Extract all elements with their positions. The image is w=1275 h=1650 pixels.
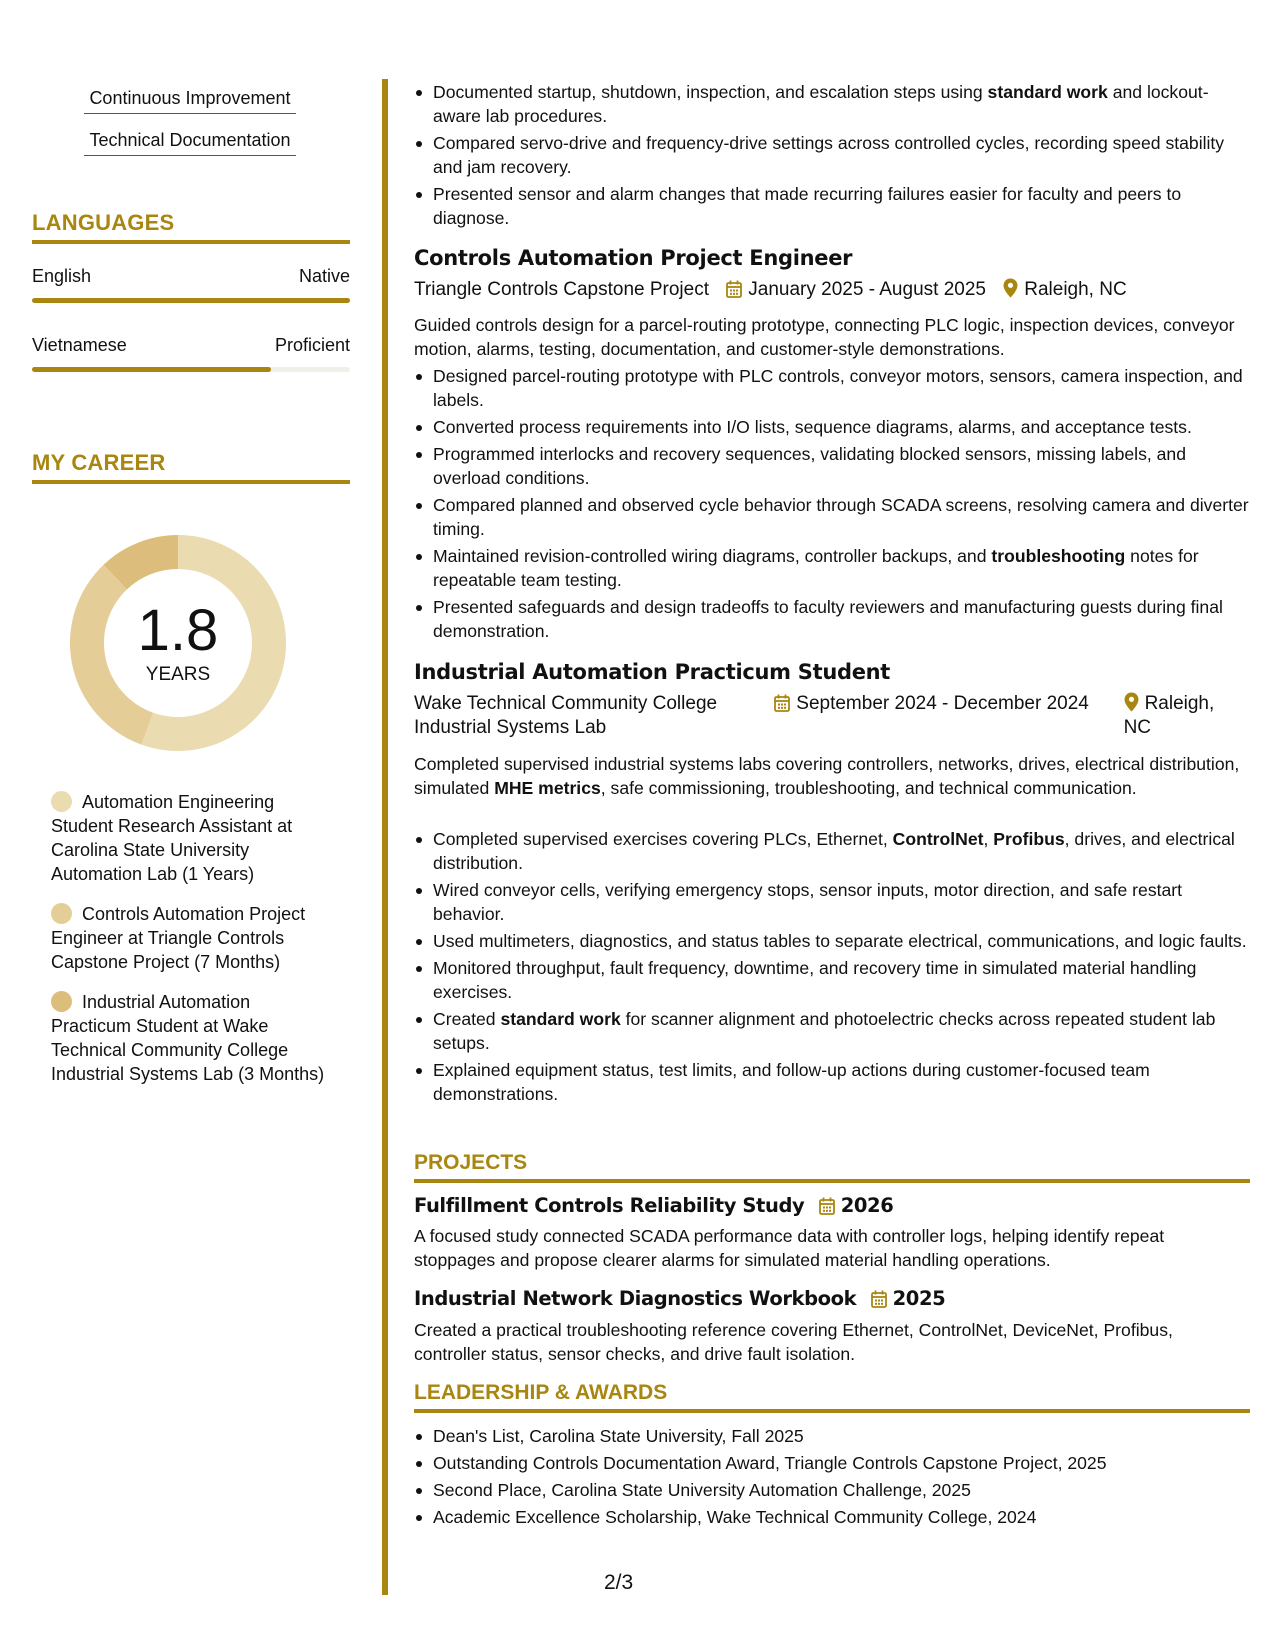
bullet: Documented startup, shutdown, inspection, and escalation steps using standard work and lockout-aware lab procedures.: [414, 80, 1250, 128]
job-location: Raleigh, NC: [1003, 278, 1126, 302]
job-summary: Completed supervised industrial systems labs covering controllers, networks, drives, electrical distribution, simulated MHE metrics, safe commissioning, troubleshooting, and technical communication.: [414, 754, 1240, 798]
skill-tag: Technical Documentation: [84, 128, 296, 156]
projects-heading: PROJECTS: [414, 1151, 1250, 1183]
map-pin-icon: [1003, 278, 1018, 298]
bullet: Maintained revision-controlled wiring diagrams, controller backups, and troubleshooting notes for repeatable team testing.: [414, 544, 1250, 592]
award-item: Second Place, Carolina State University Automation Challenge, 2025: [414, 1478, 1250, 1502]
project-description: Created a practical troubleshooting reference covering Ethernet, ControlNet, DeviceNet, Profibus, controller status, sensor checks, and drive fault isolation.: [414, 1320, 1173, 1364]
bullet: Used multimeters, diagnostics, and status tables to separate electrical, communications, and logic faults.: [414, 929, 1250, 953]
job-title: Controls Automation Project Engineer: [414, 246, 853, 270]
career-item: [51, 902, 331, 974]
job-org: Triangle Controls Capstone Project: [414, 279, 709, 300]
page-number: 2/3: [604, 1571, 634, 1594]
bullet: Wired conveyor cells, verifying emergency stops, sensor inputs, motor direction, and safe restart behavior.: [414, 878, 1250, 926]
career-heading: MY CAREER: [32, 450, 350, 484]
language-level-fill: [32, 298, 350, 303]
project-description: A focused study connected SCADA performance data with controller logs, helping identify repeat stoppages and propose clearer alarms for simulated material handling operations.: [414, 1226, 1165, 1270]
calendar-icon: [871, 1290, 887, 1308]
awards-heading: LEADERSHIP & AWARDS: [414, 1381, 1250, 1413]
job-meta: [414, 692, 1250, 740]
map-pin-icon: [1124, 692, 1139, 712]
bullet: Programmed interlocks and recovery sequences, validating blocked sensors, missing labels, and overload conditions.: [414, 442, 1250, 490]
job-bullets: [414, 827, 1250, 1109]
bullet: Monitored throughput, fault frequency, downtime, and recovery time in simulated material handling exercises.: [414, 956, 1250, 1004]
bullet: Created standard work for scanner alignment and photoelectric checks across repeated student lab setups.: [414, 1007, 1250, 1055]
calendar-icon: [819, 1197, 835, 1215]
job-title: Industrial Automation Practicum Student: [414, 660, 891, 684]
language-name: English: [32, 266, 92, 286]
bullet: Converted process requirements into I/O lists, sequence diagrams, alarms, and acceptance tests.: [414, 415, 1250, 439]
award-item: Dean's List, Carolina State University, Fall 2025: [414, 1424, 1250, 1448]
language-level-fill: [32, 367, 271, 372]
language-level: Proficient: [274, 335, 350, 355]
bullet: Explained equipment status, test limits, and follow-up actions during customer-focused team demonstrations.: [414, 1058, 1250, 1106]
calendar-icon: [774, 694, 790, 712]
career-item-text: Automation Engineering Student Research Assistant at Carolina State University Automation Lab (1 Years): [51, 792, 293, 884]
job-location: Raleigh, NC: [1123, 693, 1215, 738]
bullet: Compared planned and observed cycle behavior through SCADA screens, resolving camera and diverter timing.: [414, 493, 1250, 541]
job-dates: September 2024 - December 2024: [774, 692, 1118, 716]
bullet: Compared servo-drive and frequency-drive settings across controlled cycles, recording speed stability and jam recovery.: [414, 131, 1250, 179]
job-summary: Guided controls design for a parcel-routing prototype, connecting PLC logic, inspection devices, conveyor motion, alarms, testing, documentation, and customer-style demonstrations.: [414, 315, 1235, 359]
legend-dot: [51, 791, 72, 812]
career-item-text: Controls Automation Project Engineer at Triangle Controls Capstone Project (7 Months): [51, 904, 306, 972]
job-meta: [414, 278, 1250, 302]
previous-job-bullets: [414, 80, 1250, 233]
skill-tag: Continuous Improvement: [84, 86, 296, 114]
legend-dot: [51, 903, 72, 924]
language-name: Vietnamese: [32, 335, 127, 355]
career-total-unit: YEARS: [145, 664, 211, 685]
job-bullets: [414, 364, 1250, 646]
main-content: [414, 0, 1250, 1650]
languages-heading: LANGUAGES: [32, 210, 350, 244]
calendar-icon: [726, 280, 742, 298]
job-org: Wake Technical Community College Industrial Systems Lab: [414, 693, 718, 738]
project-title: Industrial Network Diagnostics Workbook 2025: [414, 1287, 946, 1310]
column-divider: [382, 79, 388, 1595]
job-dates: January 2025 - August 2025: [726, 278, 986, 302]
career-item-text: Industrial Automation Practicum Student at Wake Technical Community College Industrial Systems Lab (3 Months): [51, 992, 325, 1084]
language-level-bar: [32, 298, 350, 303]
sidebar: [32, 0, 350, 1650]
language-level-bar: [32, 367, 350, 372]
legend-dot: [51, 991, 72, 1012]
awards-list: [414, 1424, 1250, 1532]
award-item: Outstanding Controls Documentation Award, Triangle Controls Capstone Project, 2025: [414, 1451, 1250, 1475]
award-item: Academic Excellence Scholarship, Wake Technical Community College, 2024: [414, 1505, 1250, 1529]
bullet: Completed supervised exercises covering PLCs, Ethernet, ControlNet, Profibus, drives, and electrical distribution.: [414, 827, 1250, 875]
career-total-years: 1.8: [137, 598, 219, 663]
career-item: [51, 990, 331, 1086]
project-year: 2026: [840, 1194, 894, 1217]
bullet: Designed parcel-routing prototype with PLC controls, conveyor motors, sensors, camera inspection, and labels.: [414, 364, 1250, 412]
language-level: Native: [298, 266, 350, 286]
bullet: Presented sensor and alarm changes that made recurring failures easier for faculty and peers to diagnose.: [414, 182, 1250, 230]
career-item: [51, 790, 331, 886]
project-year: 2025: [892, 1287, 946, 1310]
bullet: Presented safeguards and design tradeoffs to faculty reviewers and manufacturing guests during final demonstration.: [414, 595, 1250, 643]
project-title: Fulfillment Controls Reliability Study 2026: [414, 1194, 894, 1217]
